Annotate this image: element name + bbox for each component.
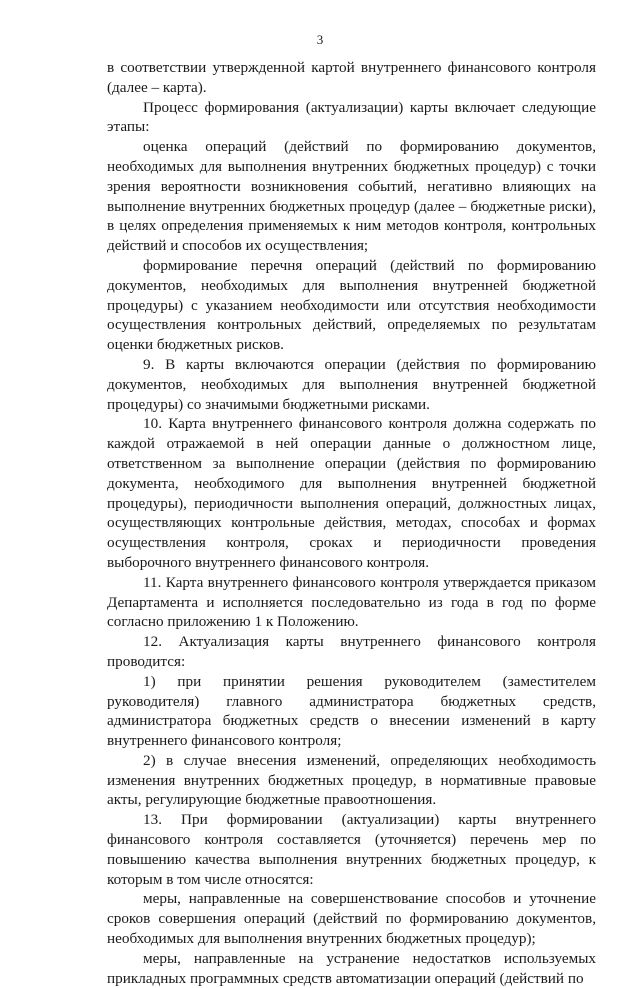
paragraph-clause-11: 11. Карта внутреннего финансового контроля утверждается приказом Департамента и исполняется последовательно из года в год по форме согласно приложению 1 к Положению. [107,573,596,631]
paragraph-continuation: в соответствии утвержденной картой внутреннего финансового контроля (далее – карта). [107,59,596,96]
paragraph-measures-methods: меры, направленные на совершенствование способов и уточнение сроков совершения операций (действий по формированию документов, необходимых для выполнения внутренних бюджетных процедур); [107,890,596,948]
paragraph-operations-list: формирование перечня операций (действий по формированию документов, необходимых для выполнения внутренней бюджетной процедуры) с указанием необходимости или отсутствия необходимости осуществления контрольных действий, определяемых по результатам оценки бюджетных рисков. [107,256,596,354]
paragraph-clause-13: 13. При формировании (актуализации) карты внутреннего финансового контроля составляется (уточняется) перечень мер по повышению качества выполнения внутренних бюджетных процедур, к которым в том числе относятся: [107,811,596,888]
paragraph-process-intro: Процесс формирования (актуализации) карты включает следующие этапы: [107,98,596,136]
paragraph-clause-10: 10. Карта внутреннего финансового контроля должна содержать по каждой отражаемой в ней операции данные о должностном лице, ответственном за выполнение операции (действия по формированию документа, необходимого для выполнения внутренней бюджетной процедуры), периодичности выполнения операций, должностных лицах, осуществляющих контрольные действия, методах, способах и формах осуществления контроля, сроках и периодичности проведения выборочного внутреннего финансового контроля. [107,415,596,571]
page-number: 3 [316,32,324,47]
paragraph-clause-9: 9. В карты включаются операции (действия по формированию документов, необходимых для выполнения внутренней бюджетной процедуры) со значимыми бюджетными рисками. [107,355,596,413]
paragraph-clause-12-item-1: 1) при принятии решения руководителем (заместителем руководителя) главного администратора бюджетных средств, администратора бюджетных средств о внесении изменений в карту внутреннего финансового контроля; [107,672,596,750]
paragraph-clause-12-item-2: 2) в случае внесения изменений, определяющих необходимость изменения внутренних бюджетных процедур, в нормативные правовые акты, регулирующие бюджетные правоотношения. [107,751,596,809]
paragraph-risk-assessment: оценка операций (действий по формированию документов, необходимых для выполнения внутренних бюджетных процедур) с точки зрения вероятности возникновения событий, негативно влияющих на выполнение внутренних бюджетных процедур (далее – бюджетные риски), в целях определения применяемых к ним методов контроля, контрольных действий и способов их осуществления; [107,138,596,255]
document-body [107,58,596,988]
paragraph-clause-12: 12. Актуализация карты внутреннего финансового контроля проводится: [107,633,596,670]
paragraph-measures-software: меры, направленные на устранение недостатков используемых прикладных программных средств автоматизации операций (действий по [107,949,596,987]
